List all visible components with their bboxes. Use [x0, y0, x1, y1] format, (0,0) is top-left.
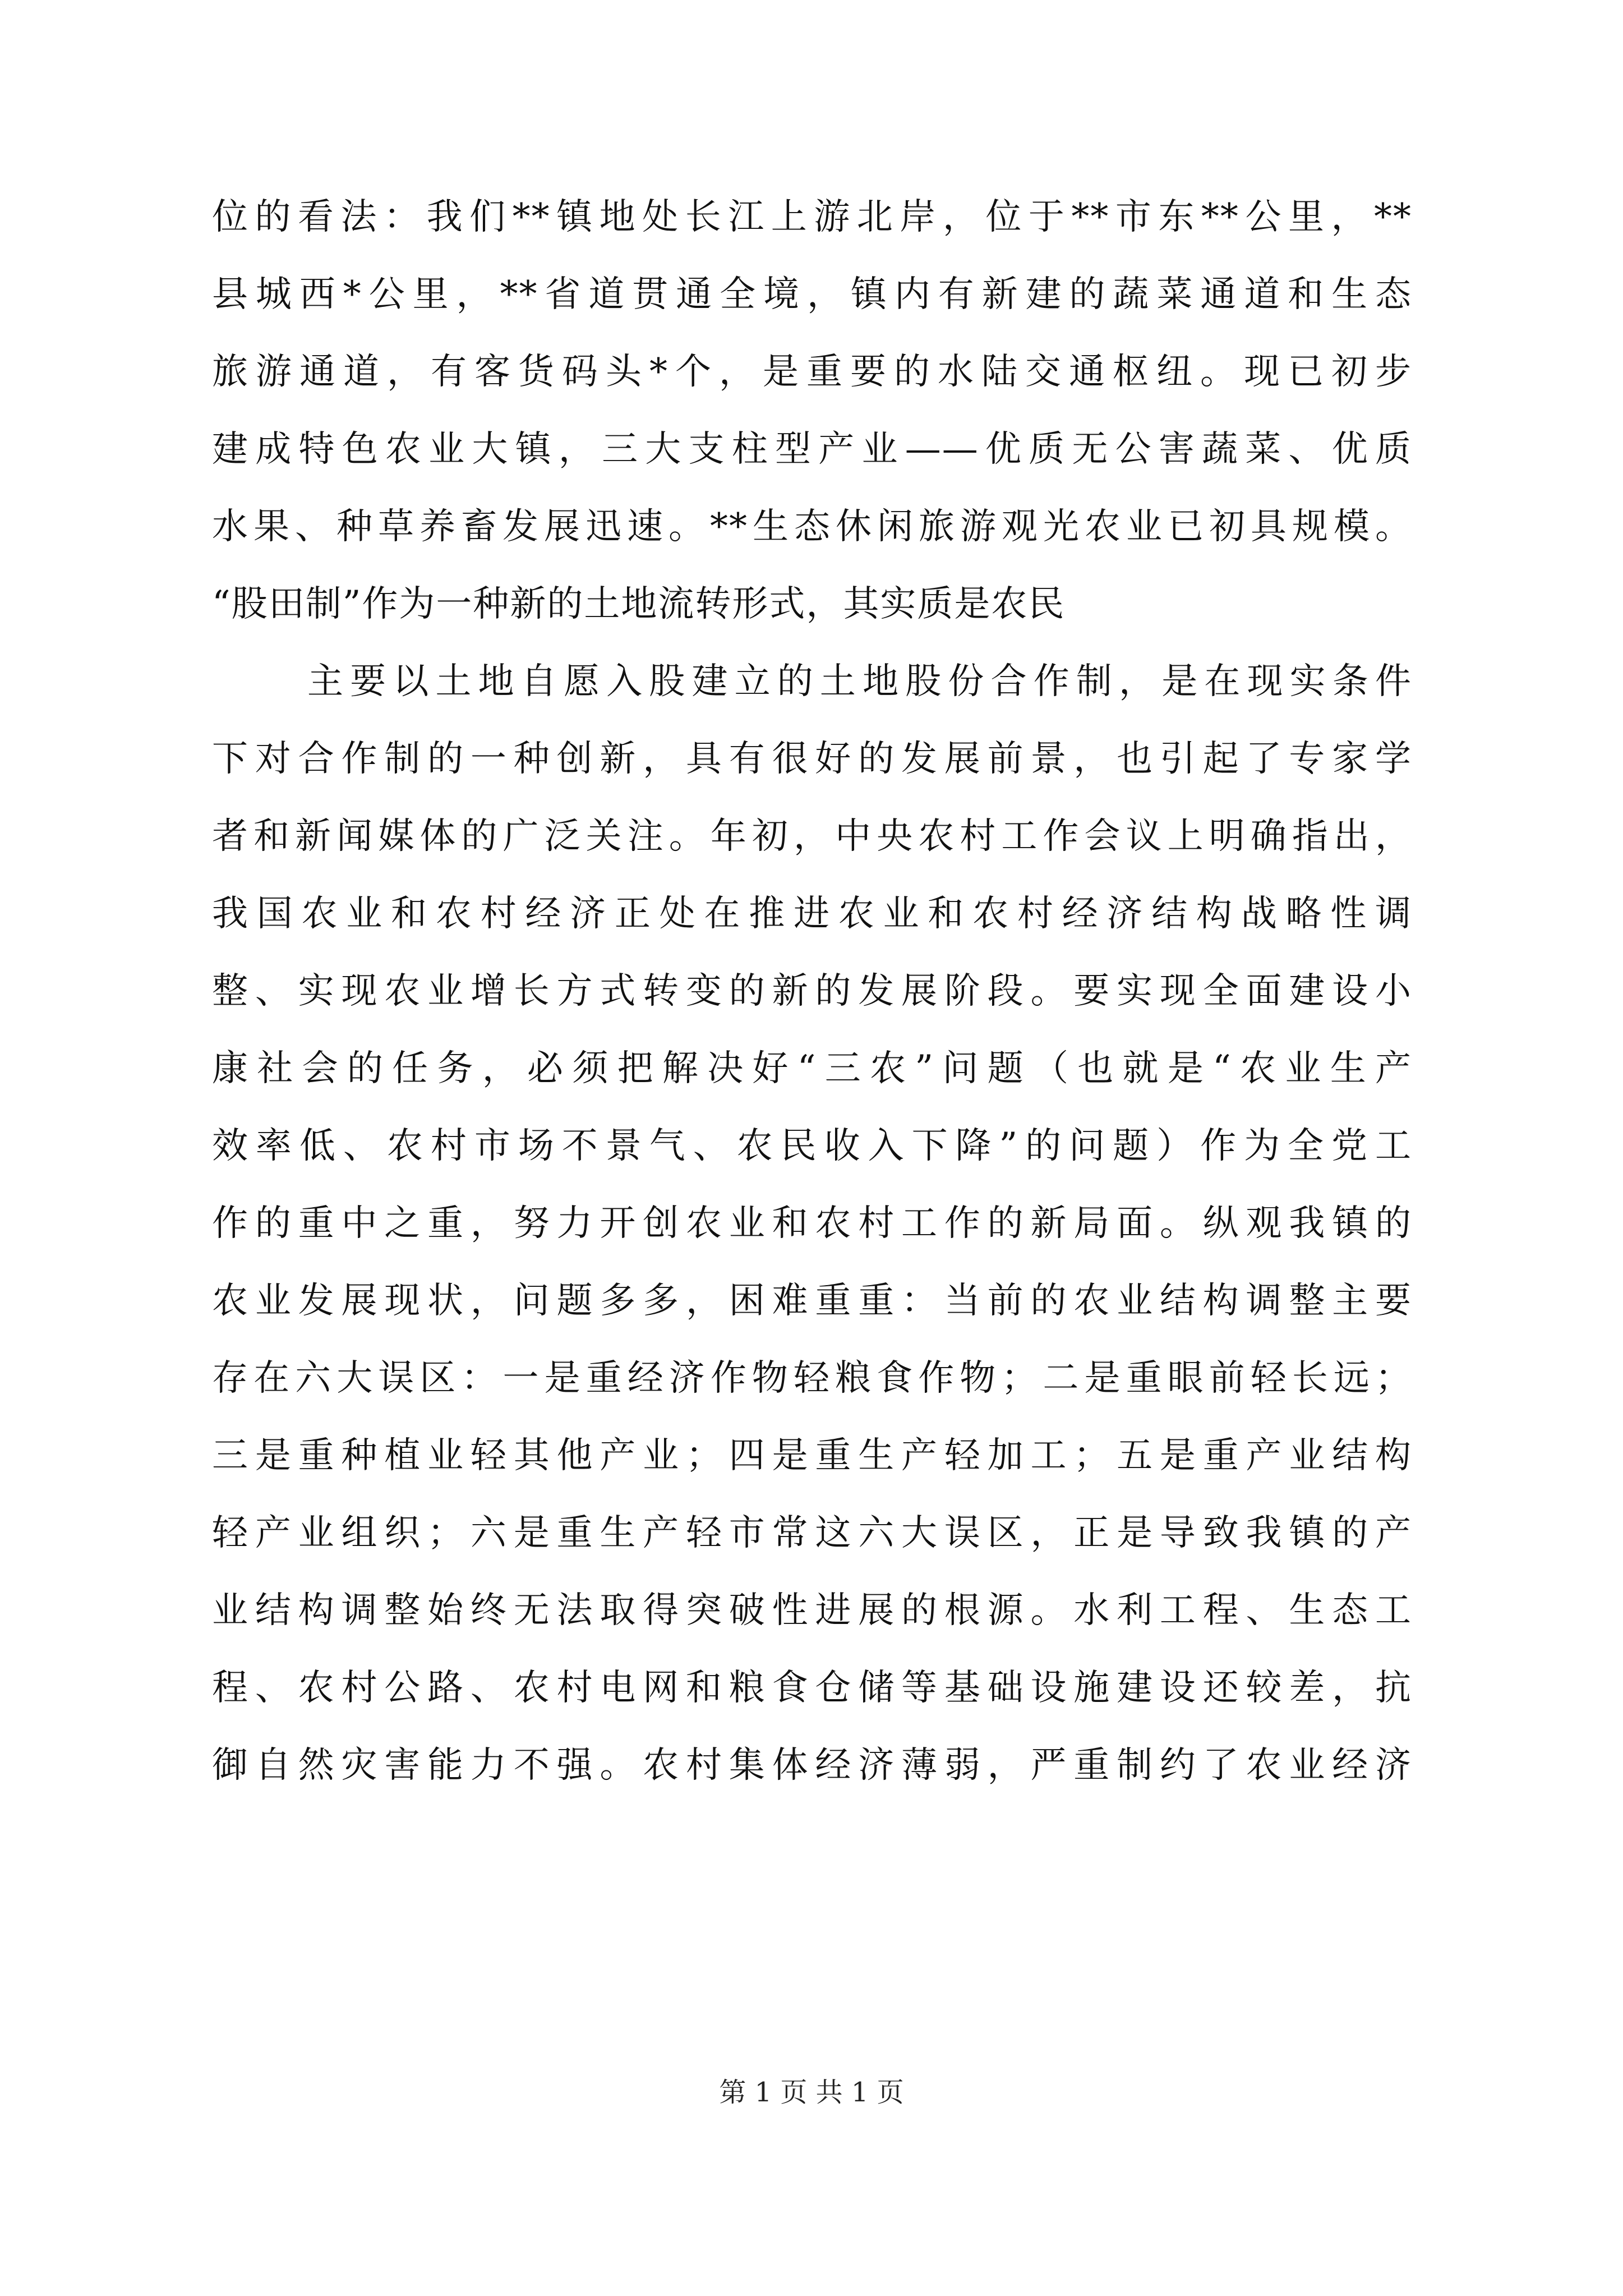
paragraph-first-line: 主要以土地自愿入股建立的土地股份合作制，是在现实条件 [307, 661, 1412, 702]
text-line: 作的重中之重，努力开创农业和农村工作的新局面。纵观我镇的 [212, 1203, 1412, 1244]
text-line: 三是重种植业轻其他产业；四是重生产轻加工；五是重产业结构 [212, 1435, 1412, 1476]
text-line: 我国农业和农村经济正处在推进农业和农村经济结构战略性调 [212, 893, 1412, 935]
text-line: 整、实现农业增长方式转变的新的发展阶段。要实现全面建设小 [212, 970, 1412, 1012]
text-line: 存在六大误区：一是重经济作物轻粮食作物；二是重眼前轻长远； [212, 1358, 1412, 1399]
text-line: 旅游通道，有客货码头*个，是重要的水陆交通枢纽。现已初步 [212, 351, 1412, 393]
text-line: 位的看法：我们**镇地处长江上游北岸，位于**市东**公里，** [212, 196, 1412, 238]
text-line: 水果、种草养畜发展迅速。**生态休闲旅游观光农业已初具规模。 [212, 506, 1412, 547]
page-footer: 第 1 页 共 1 页 [719, 2077, 904, 2108]
text-line: 业结构调整始终无法取得突破性进展的根源。水利工程、生态工 [212, 1590, 1412, 1631]
text-line: 康社会的任务，必须把解决好“三农”问题（也就是“农业生产 [212, 1048, 1412, 1089]
document-body [212, 178, 1412, 1804]
text-line: 下对合作制的一种创新，具有很好的发展前景，也引起了专家学 [212, 738, 1412, 780]
text-line: 御自然灾害能力不强。农村集体经济薄弱，严重制约了农业经济 [212, 1745, 1412, 1786]
text-line: 者和新闻媒体的广泛关注。年初，中央农村工作会议上明确指出， [212, 816, 1412, 857]
text-line: 农业发展现状，问题多多，困难重重：当前的农业结构调整主要 [212, 1280, 1412, 1322]
text-line: 建成特色农业大镇，三大支柱型产业——优质无公害蔬菜、优质 [212, 429, 1412, 470]
text-line: 效率低、农村市场不景气、农民收入下降”的问题）作为全党工 [212, 1125, 1412, 1167]
text-line: 程、农村公路、农村电网和粮食仓储等基础设施建设还较差，抗 [212, 1667, 1412, 1709]
text-line: “股田制”作为一种新的土地流转形式，其实质是农民 [212, 583, 1066, 625]
text-line: 轻产业组织；六是重生产轻市常这六大误区，正是导致我镇的产 [212, 1512, 1412, 1554]
text-line: 县城西*公里，**省道贯通全境，镇内有新建的蔬菜通道和生态 [212, 274, 1412, 315]
